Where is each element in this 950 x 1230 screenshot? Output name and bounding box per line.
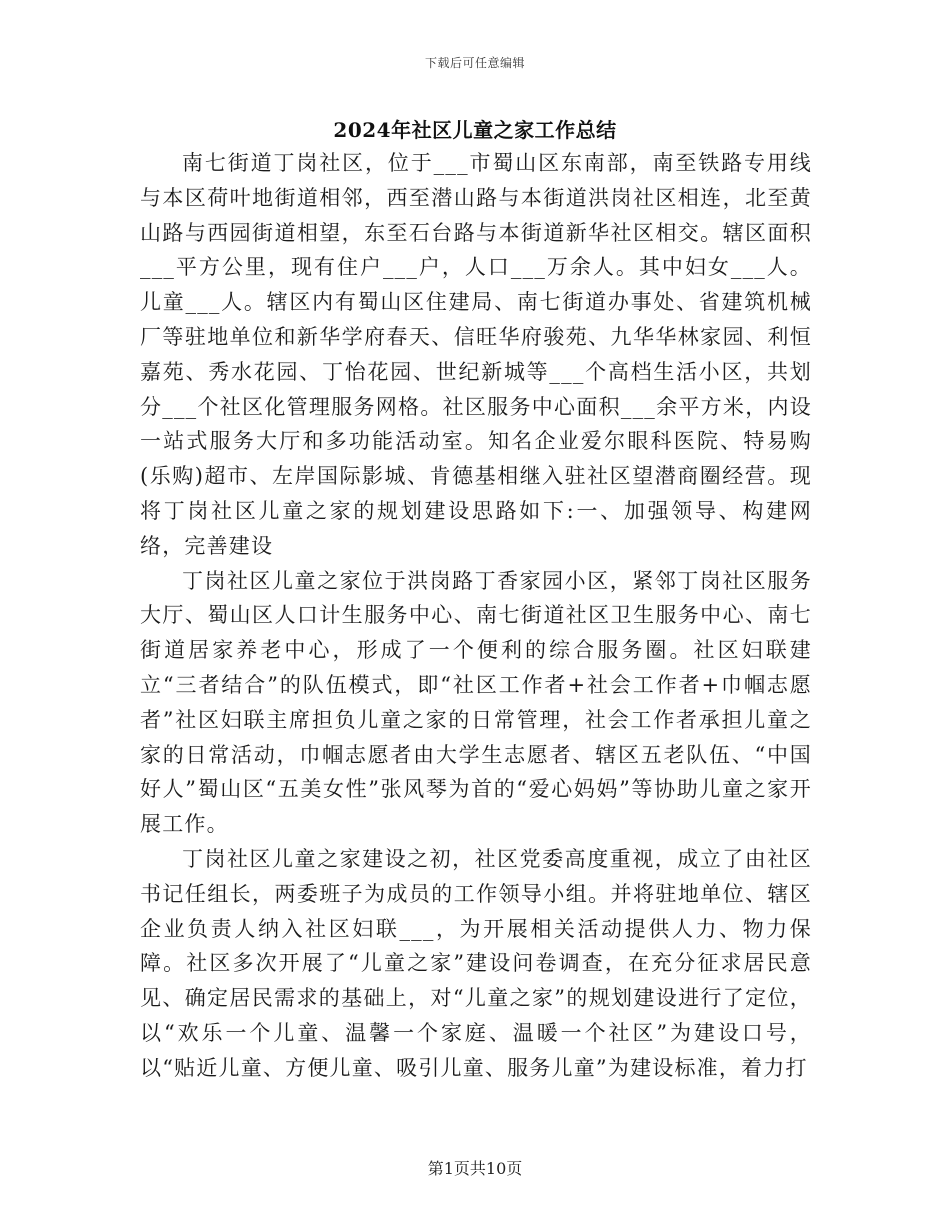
paragraph-3: 丁岗社区儿童之家建设之初，社区党委高度重视，成立了由社区书记任组长，两委班子为成员的工作领导小组。并将驻地单位、辖区企业负责人纳入社区妇联___，为开展相关活动提供人力、物力保障。社区多次开展了“儿童之家”建设问卷调查，在充分征求居民意见、确定居民需求的基础上，对“儿童之家”的规划建设进行了定位，以“欢乐一个儿童、温馨一个家庭、温暖一个社区”为建设口号，以“贴近儿童、方便儿童、吸引儿童、服务儿童”为建设标准，着力打 [140,846,812,1080]
document-title: 2024年社区儿童之家工作总结 [333,118,617,142]
page-number: 第1页共10页 [427,1159,523,1178]
paragraph-1: 南七街道丁岗社区，位于___市蜀山区东南部，南至铁路专用线与本区荷叶地街道相邻，西至潜山路与本街道洪岗社区相连，北至黄山路与西园街道相望，东至石台路与本街道新华社区相交。辖区面积___平方公里，现有住户___户，人口___万余人。其中妇女___人。儿童___人。辖区内有蜀山区住建局、南七街道办事处、省建筑机械厂等驻地单位和新华学府春天、信旺华府骏苑、九华华林家园、利恒嘉苑、秀水花园、丁怡花园、世纪新城等___个高档生活小区，共划分___个社区化管理服务网格。社区服务中心面积___余平方米，内设一站式服务大厅和多功能活动室。知名企业爱尔眼科医院、特易购(乐购)超市、左岸国际影城、肯德基相继入驻社区望潜商圈经营。现将丁岗社区儿童之家的规划建设思路如下:一、加强领导、构建网络，完善建设 [140,151,812,558]
header-note: 下载后可任意编辑 [424,56,525,70]
paragraph-2: 丁岗社区儿童之家位于洪岗路丁香家园小区，紧邻丁岗社区服务大厅、蜀山区人口计生服务中心、南七街道社区卫生服务中心、南七街道居家养老中心，形成了一个便利的综合服务圈。社区妇联建立“三者结合”的队伍模式，即“社区工作者+社会工作者+巾帼志愿者”社区妇联主席担负儿童之家的日常管理，社会工作者承担儿童之家的日常活动，巾帼志愿者由大学生志愿者、辖区五老队伍、“中国好人”蜀山区“五美女性”张风琴为首的“爱心妈妈”等协助儿童之家开展工作。 [140,568,812,837]
document-body [140,146,812,1086]
